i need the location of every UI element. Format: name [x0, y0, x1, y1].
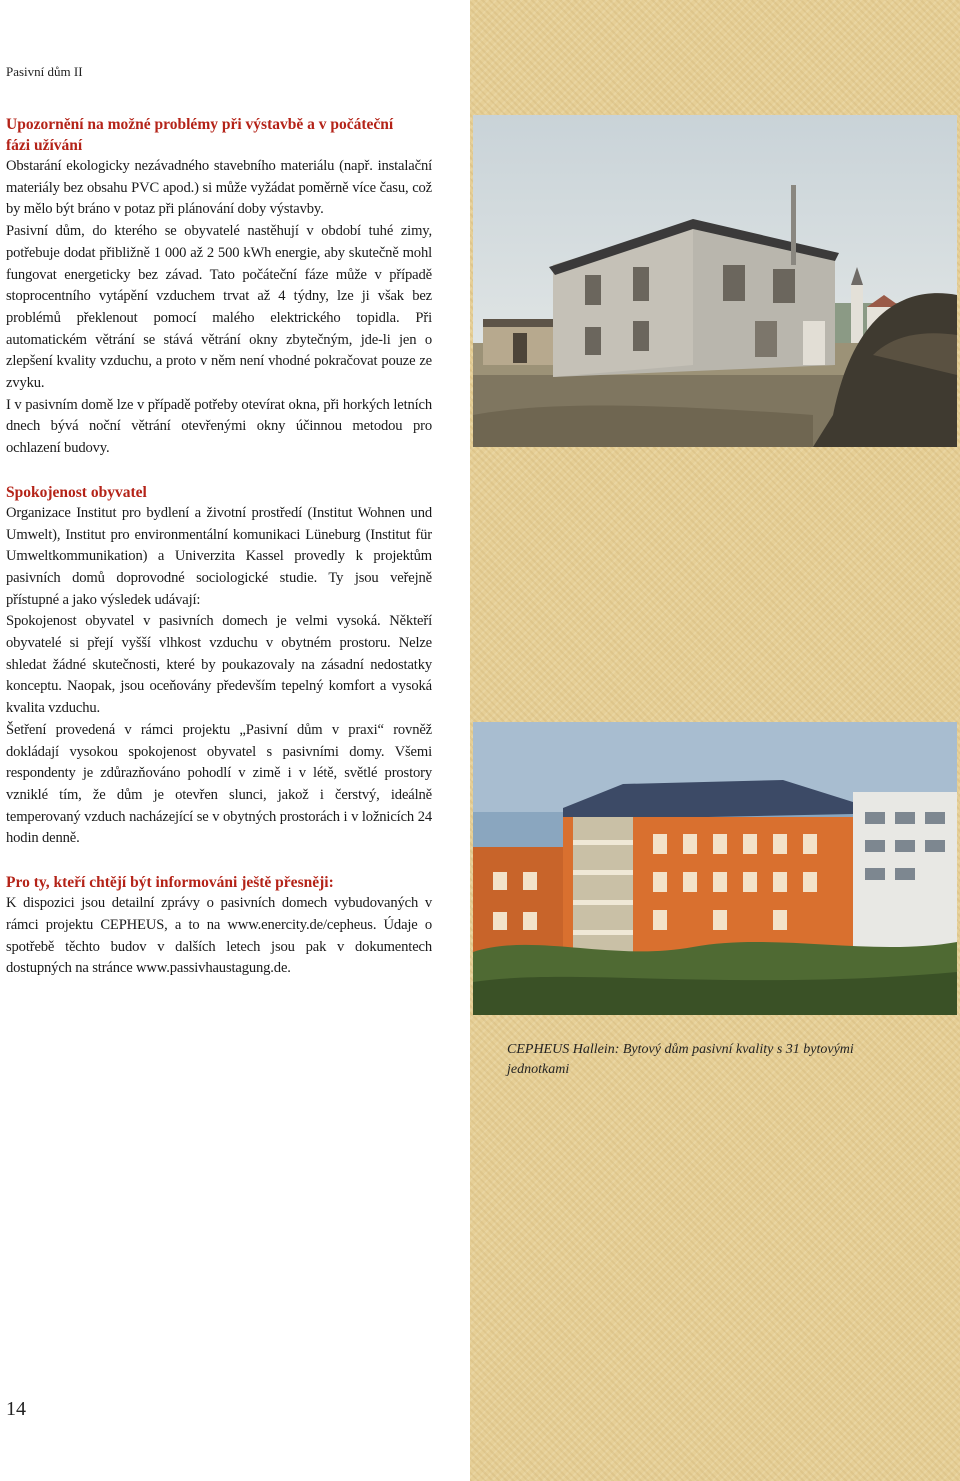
- paragraph: K dispozici jsou detailní zprávy o pasivních domech vybudovaných v rámci projektu CEPHEUS, a to na www.enercity.de/cepheus. Údaje o spotřebě těchto budov v dalších letech jsou pak v dokumentech dostupných na stránce www.passivhaustagung.de.: [6, 895, 432, 977]
- photo-caption: CEPHEUS Hallein: Bytový dům pasivní kvality s 31 bytovými jednotkami: [507, 1042, 854, 1077]
- sidebar-texture: [470, 0, 960, 1481]
- paragraph: Obstarání ekologicky nezávadného stavebního materiálu (např. instalační materiály bez obsahu PVC apod.) si může vyžádat poměrně více času, což by mělo být bráno v potaz při plánování doby výstavby.: [6, 158, 432, 218]
- house-under-construction-photo: [473, 115, 957, 447]
- section-problems: [6, 114, 432, 460]
- running-head: Pasivní dům II: [6, 64, 83, 79]
- paragraph: Šetření provedená v rámci projektu „Pasivní dům v praxi“ rovněž dokládají vysokou spokojenost obyvatel s pasivními domy. Všemi respondenty je zdůrazňováno pohodlí v zimě i v létě, světlé prostory vzniklé tím, že dům je otevřen slunci, jakož i čerstvý, ideálně temperovaný vzduch nacházející se v obytných prostorách i v ložnicích 24 hodin denně.: [6, 721, 432, 847]
- paragraph: I v pasivním domě lze v případě potřeby otevírat okna, při horkých letních dnech bývá noční větrání otevřenými okny účinnou metodou pro ochlazení budovy.: [6, 396, 432, 457]
- cepheus-hallein-photo: [473, 722, 957, 1015]
- heading-line-1: Upozornění na možné problémy při výstavbě a v počáteční: [6, 116, 394, 133]
- page-number: 14: [6, 1398, 26, 1420]
- section-heading: Spokojenost obyvatel: [6, 483, 147, 501]
- main-text-column: [6, 114, 432, 980]
- section-satisfaction: [6, 482, 432, 850]
- paragraph: Pasivní dům, do kterého se obyvatelé nastěhují v období tuhé zimy, potřebuje dodat přibližně 1 000 až 2 500 kWh energie, aby skutečně mohl fungovat energeticky bez závad. Tato počáteční fáze může v případě stoprocentního vytápění vzduchem trvat až 4 týdny, lze ji však bez problémů překlenout pomocí malého elektrického topidla. Při automatickém větrání se stává větrání okny zbytečným, jde-li jen o zlepšení kvality vzduchu, a proto v něm není vhodné pokračovat pouze ze zvyku.: [6, 223, 432, 392]
- paragraph: Spokojenost obyvatel v pasivních domech je velmi vysoká. Někteří obyvatelé si přejí vyšší vlhkost vzduchu v obytném prostoru. Nelze shledat žádné skutečnosti, které by poukazovaly na zásadní nedostatky konceptu. Naopak, jsou oceňovány především tepelný komfort a vysoká kvalita vzduchu.: [6, 613, 432, 717]
- heading-line-2: fázi užívání: [6, 137, 83, 154]
- section-heading: [6, 114, 432, 156]
- section-heading: Pro ty, kteří chtějí být informováni ještě přesněji:: [6, 874, 334, 892]
- section-more-info: [6, 872, 432, 980]
- paragraph: Organizace Institut pro bydlení a životní prostředí (Institut Wohnen und Umwelt), Institut pro environmentální komunikaci Lüneburg (Institut für Umweltkommunikation) a Univerzita Kassel provedly k projektům pasivních domů doprovodné sociologické studie. Ty jsou veřejně přístupné a jako výsledek udávají:: [6, 504, 432, 608]
